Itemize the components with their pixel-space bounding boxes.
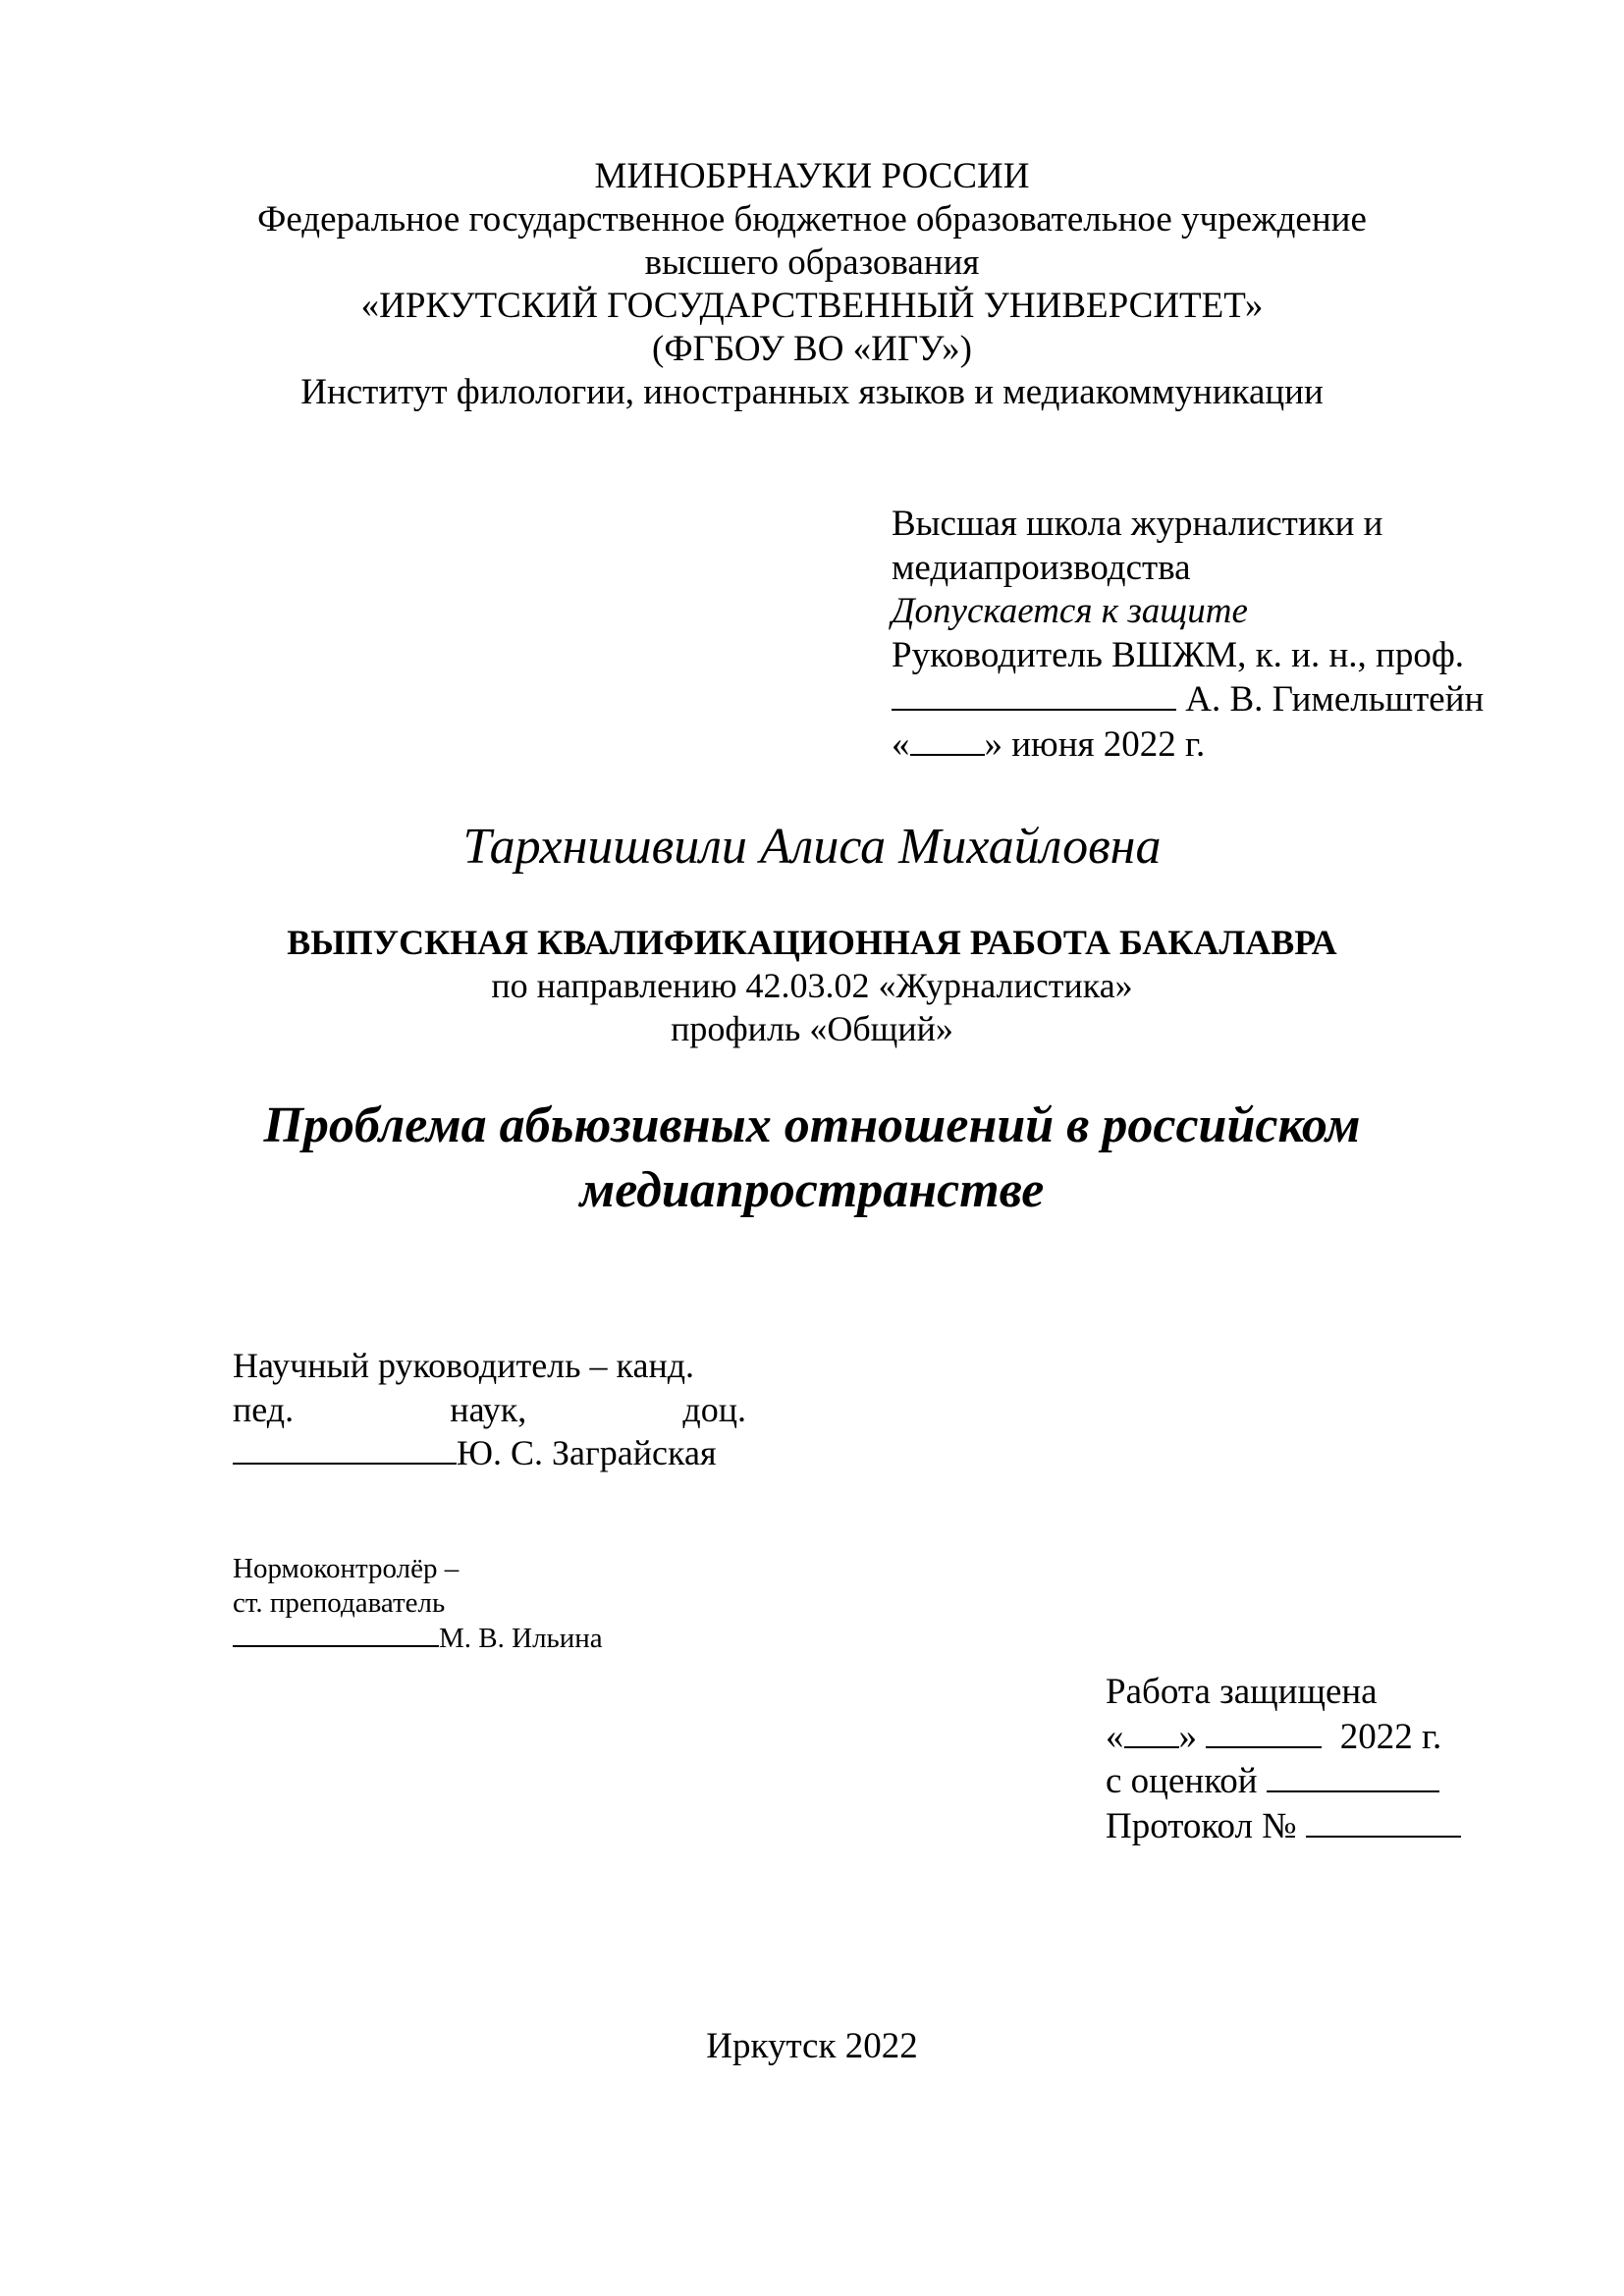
defense-date-mid: » xyxy=(1178,1716,1197,1757)
degree-word2: наук, xyxy=(450,1389,527,1429)
defended-label: Работа защищена xyxy=(1106,1672,1378,1712)
degree-word3: доц. xyxy=(682,1389,746,1429)
normocontrol-title: Нормоконтролёр – xyxy=(233,1553,460,1584)
supervisor-title: Научный руководитель – канд. xyxy=(233,1346,695,1385)
approval-date-line xyxy=(892,722,1484,768)
month-blank xyxy=(1206,1715,1322,1748)
protocol-blank xyxy=(1306,1804,1461,1838)
university-name: «ИРКУТСКИЙ ГОСУДАРСТВЕННЫЙ УНИВЕРСИТЕТ» xyxy=(360,286,1264,326)
thesis-title xyxy=(0,1094,1624,1223)
supervisor-block xyxy=(233,1344,746,1475)
thesis-title-line1: Проблема абьюзивных отношений в российском xyxy=(263,1097,1361,1153)
normocontrol-block xyxy=(233,1552,603,1656)
supervisor-degree-line xyxy=(233,1388,746,1432)
grade-line xyxy=(1106,1759,1461,1804)
school-name-line1: Высшая школа журналистики и xyxy=(892,504,1383,544)
work-type: ВЫПУСКНАЯ КВАЛИФИКАЦИОННАЯ РАБОТА БАКАЛАВРА xyxy=(287,923,1337,962)
head-name: А. В. Гимельштейн xyxy=(1185,679,1485,720)
head-signature-line xyxy=(892,677,1484,722)
institute-name: Институт филологии, иностранных языков и медиакоммуникации xyxy=(300,372,1324,412)
normocontrol-position: ст. преподаватель xyxy=(233,1586,446,1619)
supervisor-signature-line xyxy=(233,1431,746,1475)
grade-label: с оценкой xyxy=(1106,1761,1258,1801)
study-profile: профиль «Общий» xyxy=(671,1009,953,1048)
normocontrol-name: М. В. Ильина xyxy=(439,1623,603,1654)
header-block xyxy=(0,155,1624,414)
defense-date-line xyxy=(1106,1715,1461,1760)
author-name: Тархнишвили Алиса Михайловна xyxy=(462,819,1162,875)
defense-date-open: « xyxy=(1106,1716,1124,1757)
degree-word1: пед. xyxy=(233,1389,295,1429)
protocol-label: Протокол № xyxy=(1106,1805,1297,1846)
date-open-quote: « xyxy=(892,723,910,765)
defense-block xyxy=(1106,1671,1461,1848)
day-blank xyxy=(910,722,985,756)
university-abbreviation: (ФГБОУ ВО «ИГУ») xyxy=(652,329,972,369)
day-blank xyxy=(1124,1715,1179,1748)
city-year: Иркутск 2022 xyxy=(706,2026,918,2066)
approval-date-text: » июня 2022 г. xyxy=(984,723,1206,765)
protocol-line xyxy=(1106,1804,1461,1849)
supervisor-name: Ю. С. Заграйская xyxy=(457,1433,717,1472)
grade-blank xyxy=(1267,1759,1439,1792)
signature-blank xyxy=(892,677,1176,711)
head-position: Руководитель ВШЖМ, к. и. н., проф. xyxy=(892,634,1465,675)
normocontrol-signature-line xyxy=(233,1620,603,1656)
institution-type: Федеральное государственное бюджетное образовательное учреждение xyxy=(257,199,1367,240)
school-name-line2: медиапроизводства xyxy=(892,547,1191,588)
study-direction: по направлению 42.03.02 «Журналистика» xyxy=(491,966,1133,1005)
signature-blank xyxy=(233,1431,457,1465)
approval-block xyxy=(892,503,1484,767)
ministry-name: МИНОБРНАУКИ РОССИИ xyxy=(594,156,1030,196)
defense-year: 2022 г. xyxy=(1339,1716,1442,1757)
admitted-label: Допускается к защите xyxy=(892,591,1248,631)
education-level: высшего образования xyxy=(644,242,980,283)
thesis-title-line2: медиапространстве xyxy=(579,1162,1045,1218)
signature-blank xyxy=(233,1620,439,1647)
